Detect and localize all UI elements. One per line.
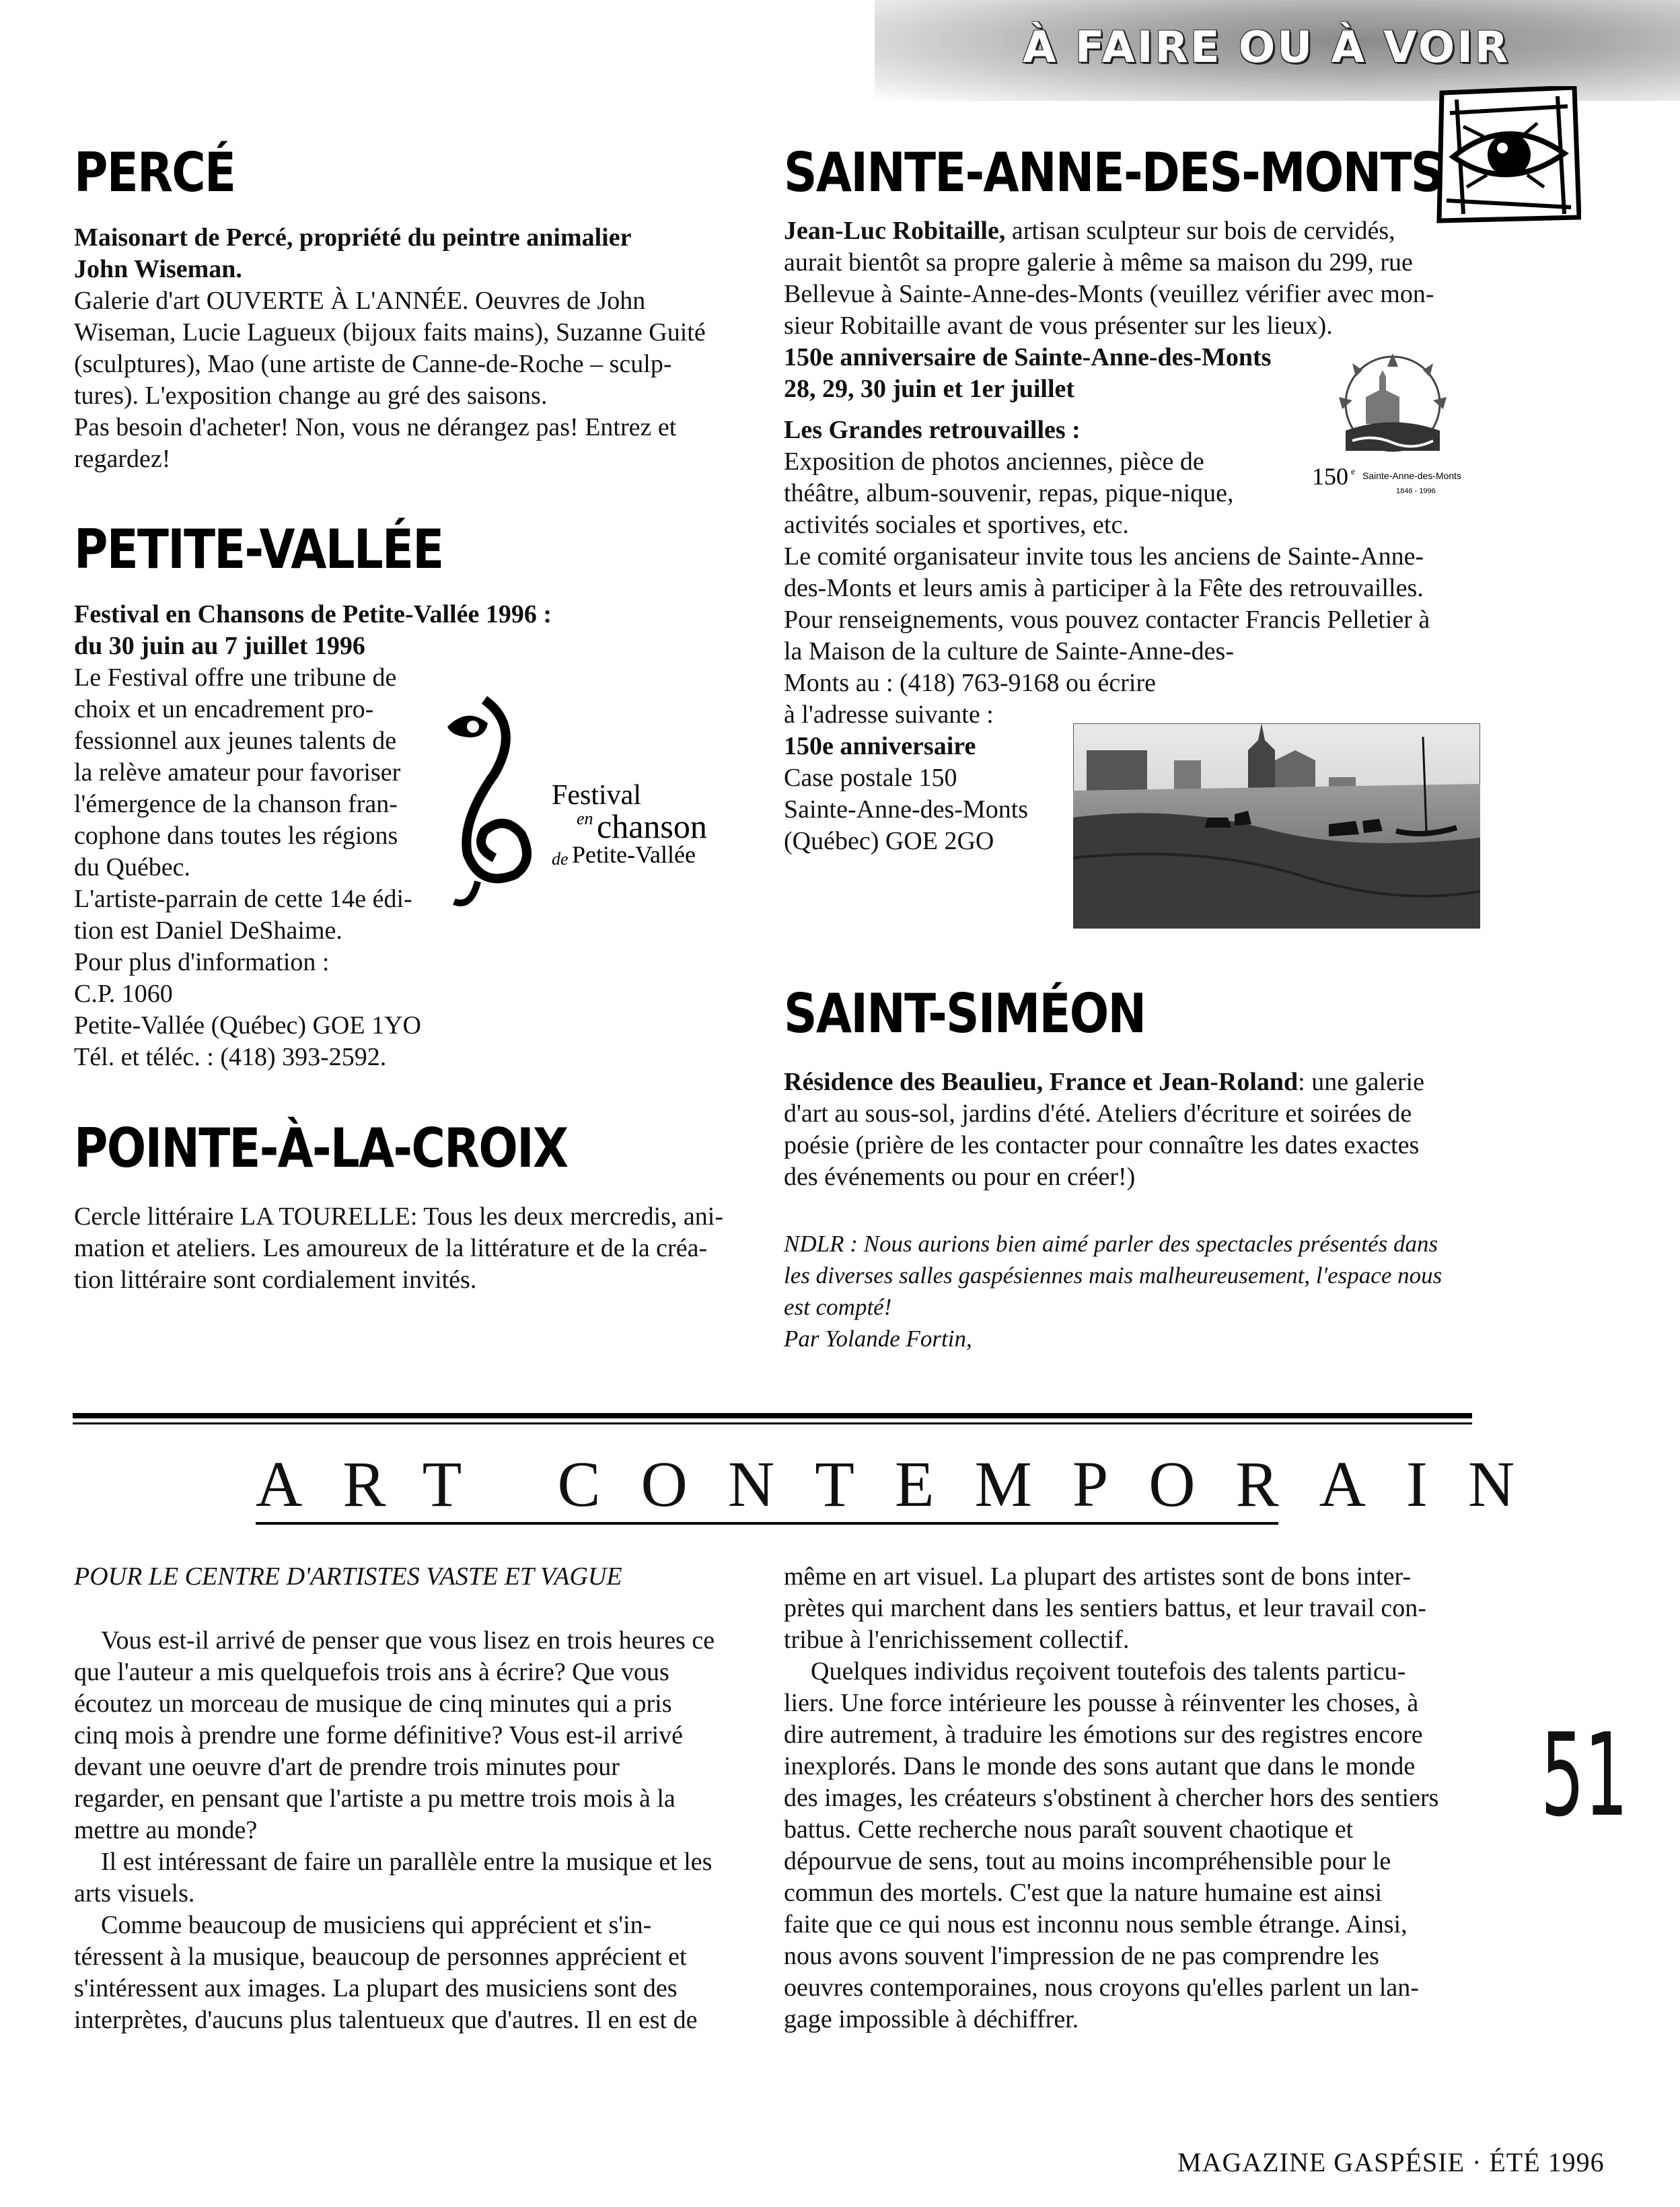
art-left-line: arts visuels.: [74, 1879, 195, 1908]
sainte-anne-body-line: la Maison de la culture de Sainte-Anne-des-: [784, 637, 1234, 665]
art-right-line: faite que ce qui nous est inconnu nous semble étrange. Ainsi,: [784, 1910, 1408, 1939]
petite-vallee-line: Pour plus d'information :: [74, 948, 330, 976]
art-right-line: oeuvres contemporaines, nous croyons qu'elles parlent un lan-: [784, 1974, 1419, 2002]
sainte-anne-body-line: Pour renseignements, vous pouvez contacter Francis Pelletier à: [784, 606, 1430, 634]
pointe-line: tion littéraire sont cordialement invités.: [74, 1266, 477, 1294]
petite-vallee-line: du Québec.: [74, 853, 191, 881]
ndlr-line: Par Yolande Fortin,: [784, 1326, 972, 1352]
art-right-line: gage impossible à déchiffrer.: [784, 2005, 1079, 2033]
sainte-anne-artisan-name: Jean-Luc Robitaille,: [784, 217, 1006, 245]
sainte-anne-body-line: Le comité organisateur invite tous les anciens de Sainte-Anne-: [784, 542, 1424, 571]
art-right-line: dépourvue de sens, tout au moins incompréhensible pour le: [784, 1847, 1391, 1875]
saint-simeon-residence: Résidence des Beaulieu, France et Jean-Roland: [784, 1068, 1299, 1096]
sainte-anne-body-line: activités sociales et sportives, etc.: [784, 511, 1129, 539]
art-left-line: écoutez un morceau de musique de cinq minutes qui a pris: [74, 1690, 672, 1718]
page-number: 51: [1541, 1709, 1628, 1842]
sainte-anne-body-line: à l'adresse suivante :: [784, 700, 994, 729]
petite-vallee-subtitle-2: du 30 juin au 7 juillet 1996: [74, 632, 365, 660]
eye-icon: [1436, 86, 1581, 224]
150-anniversary-logo: [1299, 350, 1500, 505]
art-right-line: prètes qui marchent dans les sentiers battus, et leur travail con-: [784, 1594, 1426, 1622]
art-right-line: nous avons souvent l'impression de ne pas comprendre les: [784, 1942, 1379, 1970]
ndlr-line: NDLR : Nous aurions bien aimé parler des spectacles présentés dans: [784, 1231, 1438, 1257]
saint-simeon-intro-rest: : une galerie: [1298, 1068, 1424, 1096]
perce-line: regardez!: [74, 445, 171, 473]
art-right-line: Quelques individus reçoivent toutefois des talents particu-: [811, 1657, 1406, 1686]
art-right-line: inexplorés. Dans le monde des sons autant que dans le monde: [784, 1752, 1416, 1780]
art-left-line: que l'auteur a mis quelquefois trois ans à écrire? Que vous: [74, 1658, 669, 1686]
perce-line: Pas besoin d'acheter! Non, vous ne dérangez pas! Entrez et: [74, 413, 677, 441]
petite-vallee-line: la relève amateur pour favoriser: [74, 758, 401, 787]
footer-magazine: MAGAZINE GASPÉSIE · ÉTÉ 1996: [1177, 2147, 1605, 2177]
address-title: 150e anniversaire: [784, 732, 976, 760]
banner-title: À FAIRE OU À VOIR: [1023, 23, 1510, 73]
sainte-anne-anniv-1: 150e anniversaire de Sainte-Anne-des-Monts: [784, 343, 1272, 371]
art-right-column: [784, 1561, 1463, 2035]
art-left-line: Vous est-il arrivé de penser que vous lisez en trois heures ce: [101, 1626, 715, 1655]
saint-simeon-line: poésie (prière de les contacter pour connaître les dates exactes: [784, 1131, 1420, 1159]
sainte-anne-body-line: théâtre, album-souvenir, repas, pique-nique,: [784, 479, 1234, 507]
sainte-anne-anniv-2: 28, 29, 30 juin et 1er juillet: [784, 375, 1075, 403]
section-divider-thin: [73, 1422, 1472, 1424]
petite-vallee-line: tion est Daniel DeShaime.: [74, 916, 342, 945]
petite-vallee-line: C.P. 1060: [74, 980, 173, 1008]
logo-chanson-word: chanson: [597, 807, 707, 845]
ndlr-line: les diverses salles gaspésiennes mais malheureusement, l'espace nous: [784, 1262, 1442, 1289]
saint-simeon-line: des événements ou pour en créer!): [784, 1163, 1136, 1191]
pointe-line: Cercle littéraire LA TOURELLE: Tous les deux mercredis, ani-: [74, 1202, 724, 1231]
sainte-anne-line: sieur Robitaille avant de vous présenter sur les lieux).: [784, 312, 1333, 340]
art-left-line: regarder, en pensant que l'artiste a pu mettre trois mois à la: [74, 1784, 675, 1813]
sainte-anne-body-line: des-Monts et leurs amis à participer à la Fête des retrouvailles.: [784, 574, 1424, 602]
art-left-column: [74, 1625, 740, 2036]
heading-saint-simeon: SAINT-SIMÉON: [784, 982, 1146, 1045]
art-left-line: mettre au monde?: [74, 1816, 258, 1844]
address-line: Sainte-Anne-des-Monts: [784, 795, 1029, 824]
art-contemporain-title: ART CONTEMPORAIN: [256, 1448, 1556, 1520]
petite-vallee-line: l'émergence de la chanson fran-: [74, 790, 398, 818]
logo-150-name: Sainte-Anne-des-Monts: [1362, 470, 1462, 481]
sainte-anne-body-line: Monts au : (418) 763-9168 ou écrire: [784, 669, 1156, 697]
perce-section: [74, 222, 740, 475]
logo-place-word: Petite-Vallée: [572, 841, 696, 868]
address-line: (Québec) GOE 2GO: [784, 827, 994, 855]
logo-150-number: 150: [1312, 463, 1348, 490]
art-left-line: devant une oeuvre d'art de prendre trois minutes pour: [74, 1753, 620, 1781]
section-divider-thick: [73, 1413, 1472, 1418]
historic-shoreline-photo: [1073, 723, 1480, 929]
address-line: Case postale 150: [784, 764, 957, 792]
petite-vallee-line: Tél. et téléc. : (418) 393-2592.: [74, 1043, 387, 1071]
perce-line: (sculptures), Mao (une artiste de Canne-de-Roche – sculp-: [74, 350, 672, 378]
art-kicker: POUR LE CENTRE D'ARTISTES VASTE ET VAGUE: [74, 1562, 622, 1591]
pointe-section: [74, 1201, 740, 1296]
petite-vallee-line: Petite-Vallée (Québec) GOE 1YO: [74, 1011, 421, 1040]
art-right-line: commun des mortels. C'est que la nature humaine est ainsi: [784, 1879, 1383, 1907]
saint-simeon-intro: [784, 1066, 1463, 1098]
art-left-line: Il est intéressant de faire un parallèle entre la musique et les: [101, 1848, 713, 1876]
art-left-line: s'intéressent aux images. La plupart des musiciens sont des: [74, 1974, 678, 2002]
sainte-anne-intro-rest: artisan sculpteur sur bois de cervidés,: [1005, 217, 1395, 245]
sainte-anne-line: Bellevue à Sainte-Anne-des-Monts (veuillez vérifier avec mon-: [784, 280, 1434, 308]
art-left-line: interprètes, d'aucuns plus talentueux que d'autres. Il en est de: [74, 2006, 698, 2034]
ndlr-note: [784, 1228, 1463, 1354]
art-right-line: liers. Une force intérieure les pousse à réinventer les choses, à: [784, 1689, 1419, 1717]
art-left-line: Comme beaucoup de musiciens qui apprécient et s'in-: [101, 1911, 652, 1939]
saint-simeon-section: [784, 1066, 1463, 1193]
sainte-anne-body-line: Exposition de photos anciennes, pièce de: [784, 447, 1204, 476]
perce-line: Wiseman, Lucie Lagueux (bijoux faits mains), Suzanne Guité: [74, 318, 706, 347]
retrouvailles-title: Les Grandes retrouvailles :: [784, 416, 1081, 444]
art-title-underline: [256, 1522, 1278, 1525]
logo-festival-word: Festival: [552, 780, 641, 811]
sainte-anne-intro: [784, 215, 1463, 247]
ndlr-line: est compté!: [784, 1294, 892, 1320]
logo-de-word: de: [552, 849, 569, 869]
petite-vallee-subtitle-1: Festival en Chansons de Petite-Vallée 1996 :: [74, 600, 552, 628]
perce-line: tures). L'exposition change au gré des saisons.: [74, 382, 548, 410]
perce-subtitle-1: Maisonart de Percé, propriété du peintre animalier: [74, 223, 632, 252]
art-left-line: téressent à la musique, beaucoup de personnes apprécient et: [74, 1943, 687, 1971]
petite-vallee-line: fessionnel aux jeunes talents de: [74, 727, 397, 755]
petite-vallee-line: L'artiste-parrain de cette 14e édi-: [74, 885, 412, 913]
art-right-line: même en art visuel. La plupart des artistes sont de bons inter-: [784, 1562, 1412, 1591]
perce-subtitle-2: John Wiseman.: [74, 255, 242, 283]
pointe-line: mation et ateliers. Les amoureux de la littérature et de la créa-: [74, 1234, 708, 1262]
logo-150-years: 1846 - 1996: [1396, 487, 1436, 495]
logo-en-word: en: [577, 809, 593, 828]
saint-simeon-line: d'art au sous-sol, jardins d'été. Ateliers d'écriture et soirées de: [784, 1099, 1412, 1128]
art-left-line: cinq mois à prendre une forme définitive? Vous est-il arrivé: [74, 1721, 684, 1749]
art-right-line: tribue à l'enrichissement collectif.: [784, 1626, 1130, 1654]
petite-vallee-line: Le Festival offre une tribune de: [74, 663, 397, 692]
petite-vallee-line: cophone dans toutes les régions: [74, 822, 398, 850]
art-right-line: dire autrement, à traduire les émotions sur des registres encore: [784, 1721, 1423, 1749]
heading-sainte-anne: SAINTE-ANNE-DES-MONTS: [784, 141, 1443, 204]
petite-vallee-line: choix et un encadrement pro-: [74, 695, 374, 723]
heading-petite-vallee: PETITE-VALLÉE: [74, 518, 443, 581]
heading-perce: PERCÉ: [74, 141, 235, 204]
art-right-line: des images, les créateurs s'obstinent à chercher hors des sentiers: [784, 1784, 1439, 1812]
heading-pointe-a-la-croix: POINTE-À-LA-CROIX: [74, 1117, 568, 1180]
perce-line: Galerie d'art OUVERTE À L'ANNÉE. Oeuvres de John: [74, 287, 646, 315]
logo-150-sup: e: [1351, 467, 1356, 477]
sainte-anne-line: aurait bientôt sa propre galerie à même sa maison du 299, rue: [784, 248, 1413, 277]
art-right-line: battus. Cette recherche nous paraît souvent chaotique et: [784, 1815, 1354, 1844]
festival-chanson-logo: [421, 686, 737, 922]
